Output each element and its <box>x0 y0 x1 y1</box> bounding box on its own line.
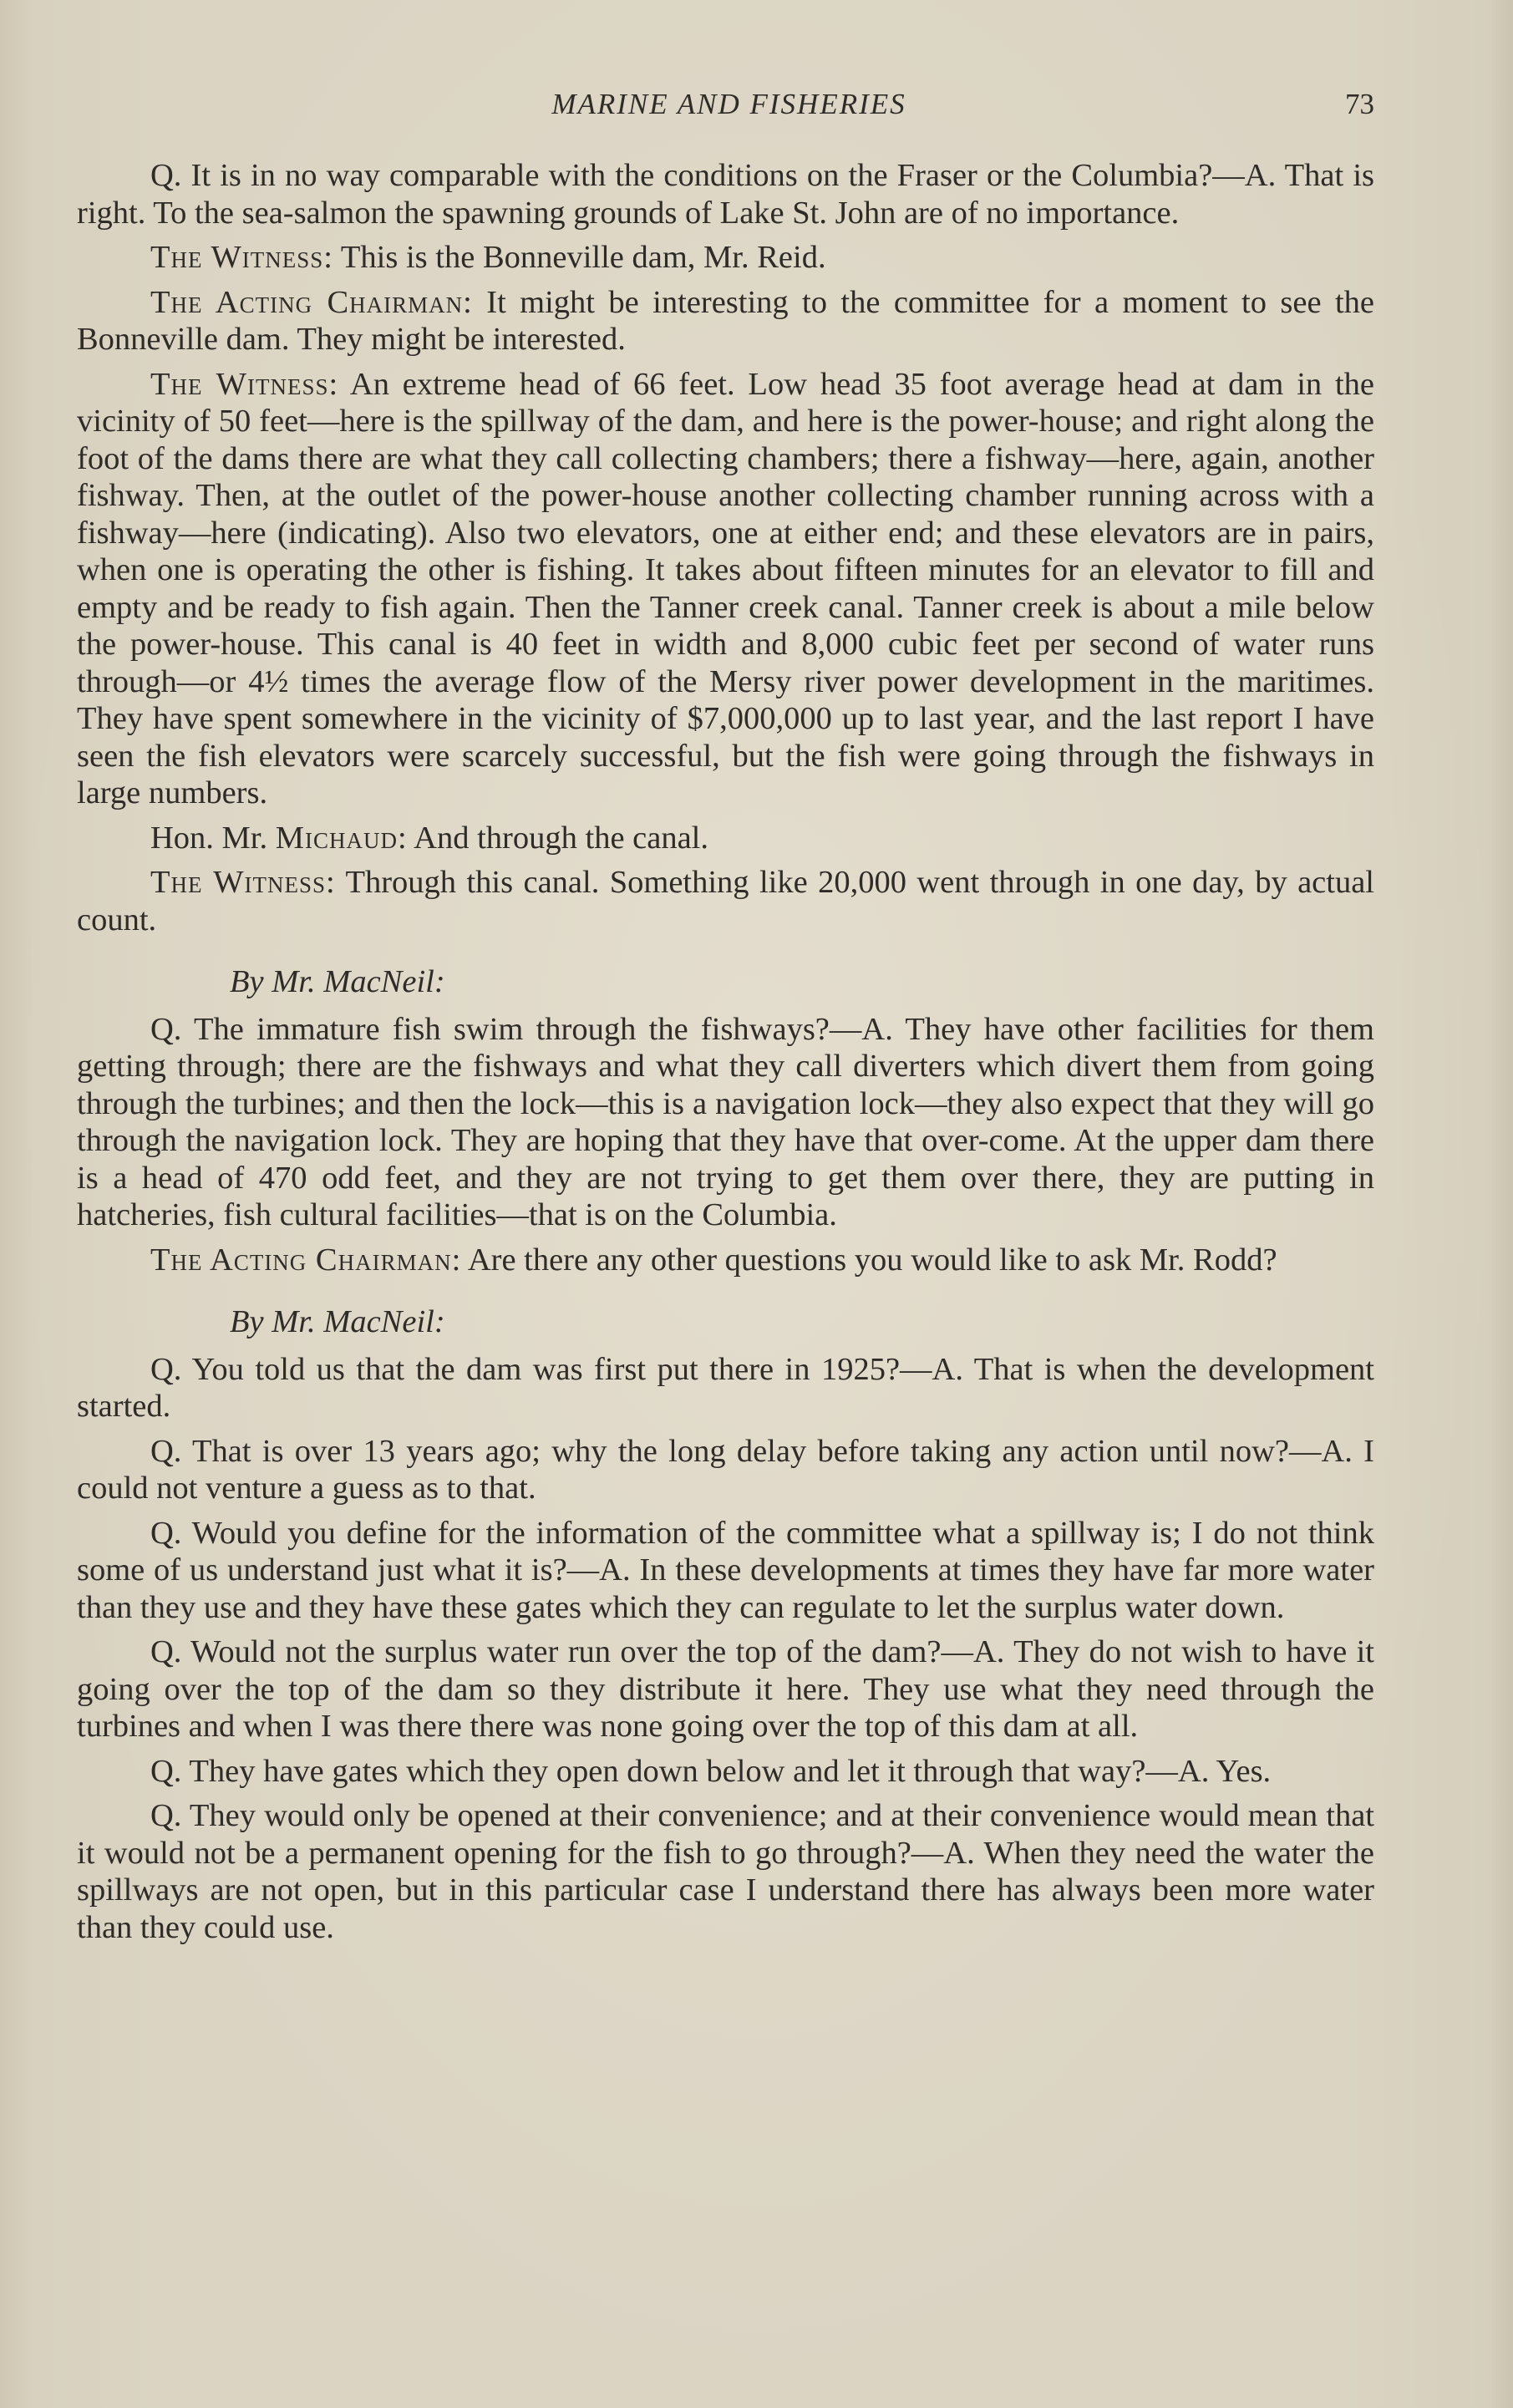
paragraph <box>77 157 1374 231</box>
paragraph <box>77 1433 1374 1507</box>
paragraph <box>77 1351 1374 1425</box>
paragraph-text: Q. They have gates which they open down below and let it through that way?—A. Yes. <box>150 1753 1272 1789</box>
paragraph <box>77 1011 1374 1234</box>
paragraph-text: This is the Bonneville dam, Mr. Reid. <box>333 240 826 275</box>
paragraph <box>77 864 1374 938</box>
speaker-label: The Witness: <box>150 366 339 402</box>
speaker-label: The Acting Chairman: <box>150 284 473 320</box>
paragraph <box>77 820 1374 857</box>
speaker-label: Michaud: <box>275 820 408 856</box>
paragraph-text: It might be interesting to the committee for a moment to see the Bonneville dam. They might be interested. <box>77 284 1374 357</box>
paragraph <box>77 366 1374 812</box>
page-number: 73 <box>1345 88 1374 120</box>
byline: By Mr. MacNeil: <box>230 1304 445 1339</box>
paragraph-text: Q. It is in no way comparable with the conditions on the Fraser or the Columbia?—A. That is right. To the sea-salmon the spawning grounds of Lake St. John are of no importance. <box>77 158 1374 231</box>
paragraph-text: Q. They would only be opened at their convenience; and at their convenience would mean that it would not be a permanent opening for the fish to go through?—A. When they need the water the spillways are not open, but in this particular case I understand there has always been more water than they could use. <box>77 1798 1374 1945</box>
paragraph-text: Through this canal. Something like 20,000 went through in one day, by actual count. <box>77 865 1375 937</box>
speaker-prefix: Hon. Mr. <box>150 820 276 856</box>
paragraph <box>77 239 1374 277</box>
paragraph-text: Q. The immature fish swim through the fishways?—A. They have other facilities for them getting through; there are the fishways and what they call diverters which divert them from going through the turbines; and then the lock—this is a navigation lock—they also expect that they will go through the navigation lock. They are hoping that they have that over-come. At the upper dam there is a head of 470 odd feet, and they are not trying to get them over there, they are putting in hatcheries, fish cultural facilities—that is on the Columbia. <box>77 1011 1374 1232</box>
paragraph <box>77 1753 1374 1791</box>
paragraph <box>77 1797 1374 1946</box>
running-title: MARINE AND FISHERIES <box>551 88 906 120</box>
paragraph-text: Q. Would you define for the information of the committee what a spillway is; I do not think some of us understand just what it is?—A. In these developments at times they have far more water than they use and they have these gates which they can regulate to let the surplus water down. <box>77 1515 1374 1625</box>
body-text <box>77 157 1374 1953</box>
paragraph-text: Are there any other questions you would like to ask Mr. Rodd? <box>461 1242 1277 1278</box>
paragraph-text: Q. You told us that the dam was first put there in 1925?—A. That is when the development started. <box>77 1351 1374 1424</box>
page-header <box>84 84 1374 125</box>
paragraph-text: An extreme head of 66 feet. Low head 35 foot average head at dam in the vicinity of 50 feet—here is the spillway of the dam, and here is the power-house; and right along the foot of the dams there are what they call collecting chambers; there a fishway—here, again, another fishway. Then, at the outlet of the power-house another collecting chamber running across with a fishway—here (indicating). Also two elevators, one at either end; and these elevators are in pairs, when one is operating the other is fishing. It takes about fifteen minutes for an elevator to fill and empty and be ready to fish again. Then the Tanner creek canal. Tanner creek is about a mile below the power-house. This canal is 40 feet in width and 8,000 cubic feet per second of water runs through—or 4½ times the average flow of the Mersy river power development in the maritimes. They have spent somewhere in the vicinity of $7,000,000 up to last year, and the last report I have seen the fish elevators were scarcely successful, but the fish were going through the fishways in large numbers. <box>77 366 1375 810</box>
paragraph-text: Q. Would not the surplus water run over the top of the dam?—A. They do not wish to have it going over the top of the dam so they distribute it here. They use what they need through the turbines and when I was there there was none going over the top of this dam at all. <box>77 1634 1374 1744</box>
paragraph-text: Q. That is over 13 years ago; why the long delay before taking any action until now?—A. I could not venture a guess as to that. <box>77 1433 1374 1506</box>
paragraph <box>77 284 1374 358</box>
speaker-label: The Acting Chairman: <box>150 1242 462 1278</box>
paragraph <box>77 1242 1374 1279</box>
byline: By Mr. MacNeil: <box>230 964 445 999</box>
paragraph <box>77 1633 1374 1745</box>
paragraph <box>77 1515 1374 1627</box>
speaker-label: The Witness: <box>150 865 336 900</box>
speaker-label: The Witness: <box>150 240 333 275</box>
paragraph-text: And through the canal. <box>407 820 708 856</box>
